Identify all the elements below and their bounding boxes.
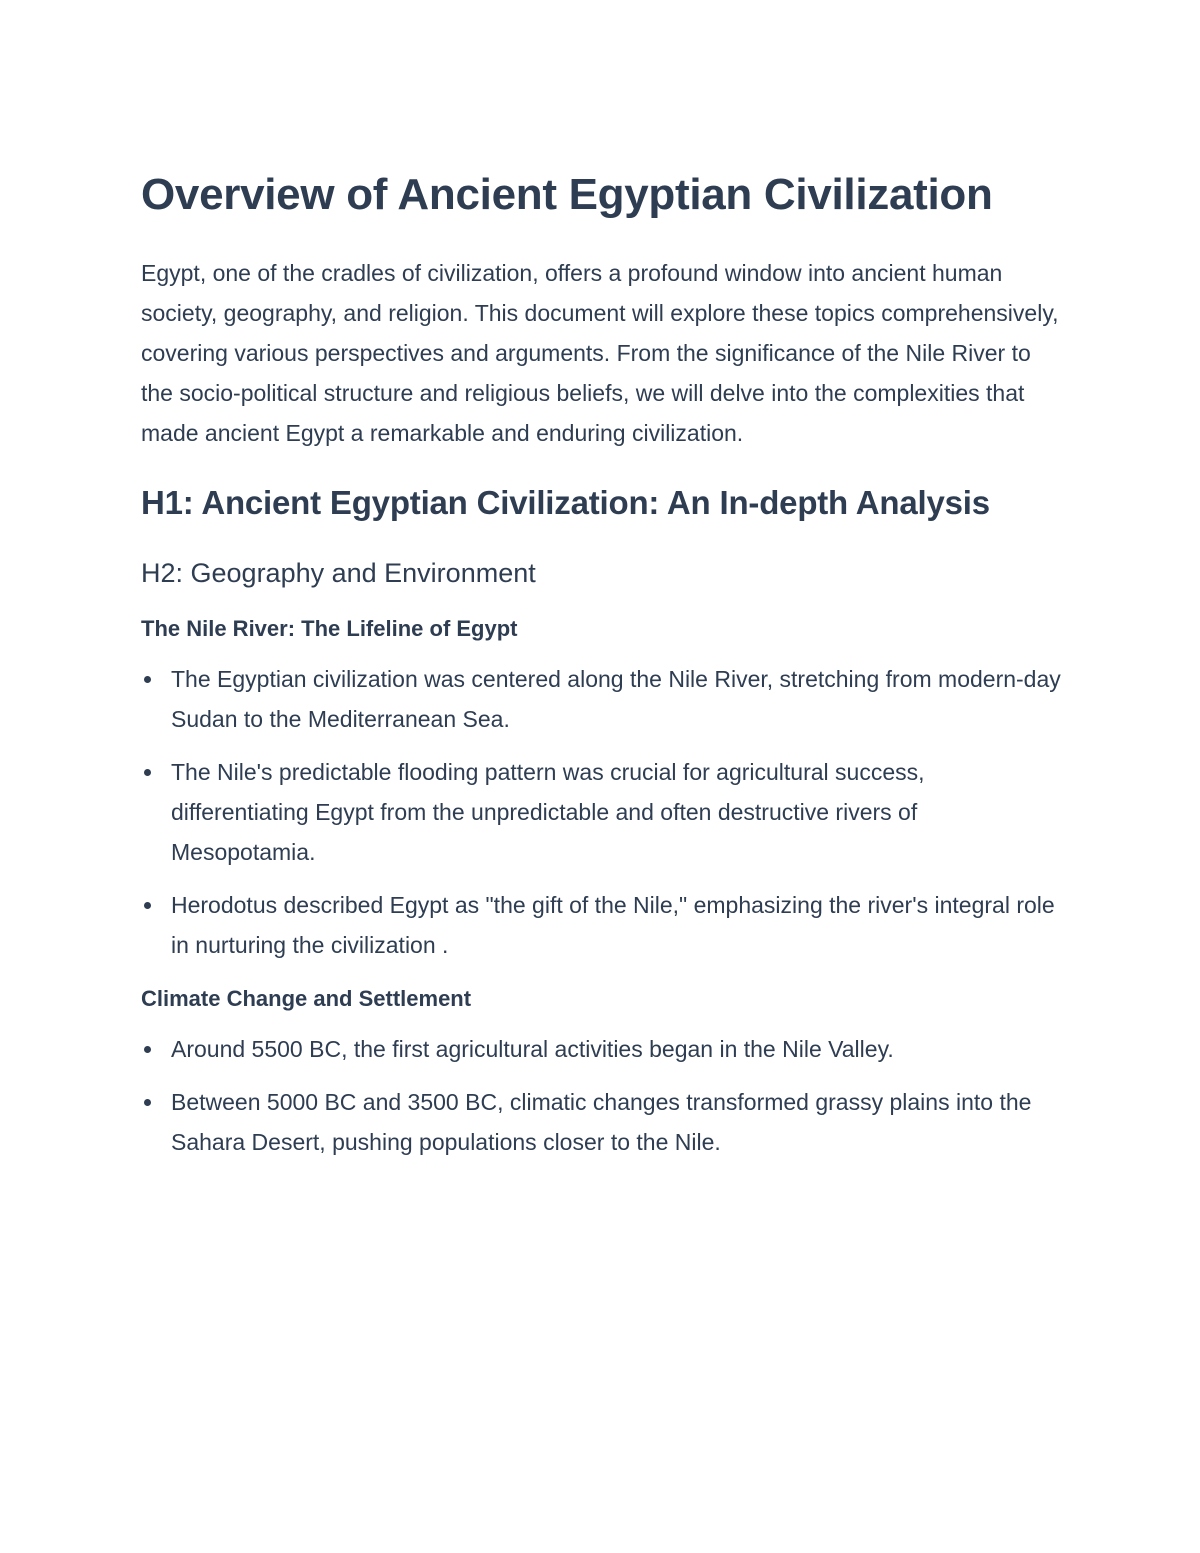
bullet-icon bbox=[144, 1046, 151, 1053]
list-item bbox=[141, 1082, 1061, 1162]
list-item bbox=[141, 1029, 1061, 1069]
bullet-list-climate bbox=[141, 1029, 1061, 1162]
list-item-text: Between 5000 BC and 3500 BC, climatic changes transformed grassy plains into the Sahara Desert, pushing populations closer to the Nile. bbox=[171, 1089, 1032, 1155]
section-heading-h2: H2: Geography and Environment bbox=[141, 558, 536, 588]
intro-paragraph: Egypt, one of the cradles of civilization, offers a profound window into ancient human society, geography, and religion. This document will explore these topics comprehensively, covering various perspectives and arguments. From the significance of the Nile River to the socio-political structure and religious beliefs, we will delve into the complexities that made ancient Egypt a remarkable and enduring civilization. bbox=[141, 260, 1059, 446]
bullet-icon bbox=[144, 902, 151, 909]
list-item-text: The Egyptian civilization was centered along the Nile River, stretching from modern-day Sudan to the Mediterranean Sea. bbox=[171, 666, 1061, 732]
bullet-icon bbox=[144, 769, 151, 776]
list-item bbox=[141, 752, 1061, 872]
bullet-icon bbox=[144, 1099, 151, 1106]
subsection-heading-climate: Climate Change and Settlement bbox=[141, 986, 472, 1011]
section-heading-h1: H1: Ancient Egyptian Civilization: An In-depth Analysis bbox=[141, 484, 990, 521]
document-title: Overview of Ancient Egyptian Civilization bbox=[141, 170, 993, 219]
list-item bbox=[141, 885, 1061, 965]
bullet-icon bbox=[144, 676, 151, 683]
bullet-list-nile bbox=[141, 659, 1061, 965]
list-item-text: Around 5500 BC, the first agricultural activities began in the Nile Valley. bbox=[171, 1036, 894, 1062]
list-item bbox=[141, 659, 1061, 739]
list-item-text: The Nile's predictable flooding pattern was crucial for agricultural success, differentiating Egypt from the unpredictable and often destructive rivers of Mesopotamia. bbox=[171, 759, 925, 865]
document-page bbox=[141, 163, 1061, 1175]
subsection-heading-nile: The Nile River: The Lifeline of Egypt bbox=[141, 616, 518, 641]
list-item-text: Herodotus described Egypt as "the gift of the Nile," emphasizing the river's integral role in nurturing the civilization . bbox=[171, 892, 1055, 958]
